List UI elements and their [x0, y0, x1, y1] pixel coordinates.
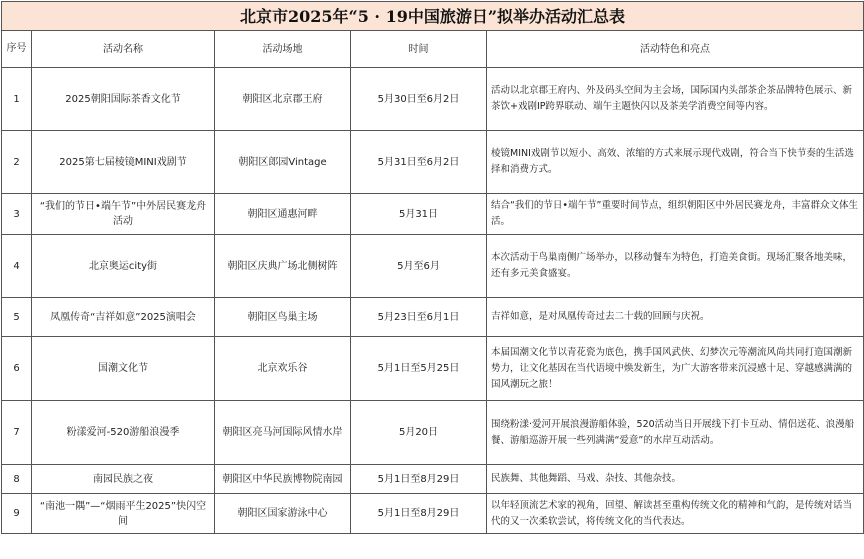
row-seq: 3: [2, 194, 32, 235]
row-activity-name: “南池一隅”—“烟雨平生2025”快闪空间: [32, 494, 215, 534]
row-seq: 5: [2, 298, 32, 337]
row-time: 5月1日至8月29日: [351, 465, 487, 494]
row-activity-name: “我们的节日•端午节”中外居民赛龙舟活动: [32, 194, 215, 235]
row-activity-name: 2025朝阳国际茶香文化节: [32, 68, 215, 131]
row-features: 本届国潮文化节以青花瓷为底色，携手国风武侠、幻梦次元等潮流风尚共同打造国潮新势力，让文化基因在当代语境中焕发新生，为广大游客带来沉浸感十足、穿越感满满的国风潮玩之旅！: [487, 337, 864, 401]
row-activity-name: 北京奥运city街: [32, 235, 215, 298]
row-activity-name: 凤凰传奇“吉祥如意”2025演唱会: [32, 298, 215, 337]
header-name: 活动名称: [32, 31, 215, 68]
row-time: 5月31日: [351, 194, 487, 235]
table-row: [2, 68, 864, 131]
row-seq: 2: [2, 131, 32, 194]
table-row: [2, 194, 864, 235]
table-row: [2, 337, 864, 401]
row-activity-name: 粉漾爱河-520游船浪漫季: [32, 401, 215, 465]
title-row: [2, 2, 864, 31]
row-features: 活动以北京郡王府内、外及码头空间为主会场，国际国内头部茶企茶品牌特色展示、新茶饮+戏剧IP跨界联动、端午主题快闪以及茶美学消费空间等内容。: [487, 68, 864, 131]
row-time: 5月30日至6月2日: [351, 68, 487, 131]
row-time: 5月23日至6月1日: [351, 298, 487, 337]
row-activity-name: 国潮文化节: [32, 337, 215, 401]
row-venue: 北京欢乐谷: [215, 337, 351, 401]
table-row: [2, 235, 864, 298]
row-activity-name: 南园民族之夜: [32, 465, 215, 494]
header-features: 活动特色和亮点: [487, 31, 864, 68]
row-venue: 朝阳区亮马河国际风情水岸: [215, 401, 351, 465]
row-venue: 朝阳区鸟巢主场: [215, 298, 351, 337]
table-row: [2, 465, 864, 494]
row-features: 以年轻顶流艺术家的视角，回望、解读甚至重构传统文化的精神和气韵，是传统对话当代的又一次柔软尝试，将传统文化的当代表达。: [487, 494, 864, 534]
row-venue: 朝阳区庆典广场北侧树阵: [215, 235, 351, 298]
row-time: 5月1日至8月29日: [351, 494, 487, 534]
header-seq: 序号: [2, 31, 32, 68]
row-seq: 4: [2, 235, 32, 298]
row-time: 5月至6月: [351, 235, 487, 298]
row-time: 5月1日至5月25日: [351, 337, 487, 401]
table-row: [2, 494, 864, 534]
header-time: 时间: [351, 31, 487, 68]
row-venue: 朝阳区郎园Vintage: [215, 131, 351, 194]
row-time: 5月20日: [351, 401, 487, 465]
row-features: 本次活动于鸟巢南侧广场举办，以移动餐车为特色，打造美食街。现场汇聚各地美味，还有多元美食盛宴。: [487, 235, 864, 298]
row-features: 吉祥如意，是对凤凰传奇过去二十载的回顾与庆祝。: [487, 298, 864, 337]
header-row: [2, 31, 864, 68]
row-seq: 9: [2, 494, 32, 534]
row-features: 民族舞、其他舞蹈、马戏、杂技、其他杂技。: [487, 465, 864, 494]
row-venue: 朝阳区通惠河畔: [215, 194, 351, 235]
table-title: 北京市2025年“5 · 19中国旅游日”拟举办活动汇总表: [2, 2, 864, 31]
row-features: 棱镜MINI戏剧节以短小、高效、浓缩的方式来展示现代戏剧，符合当下快节奏的生活选择和消费方式。: [487, 131, 864, 194]
table-row: [2, 131, 864, 194]
row-venue: 朝阳区北京郡王府: [215, 68, 351, 131]
table-row: [2, 298, 864, 337]
row-activity-name: 2025第七届棱镜MINI戏剧节: [32, 131, 215, 194]
table-row: [2, 401, 864, 465]
row-features: 围绕粉漾·爱河开展浪漫游船体验，520活动当日开展线下打卡互动、情侣送花、浪漫船餐、游船巡游开展一些列满满“爱意”的水岸互动活动。: [487, 401, 864, 465]
row-seq: 8: [2, 465, 32, 494]
row-seq: 7: [2, 401, 32, 465]
header-venue: 活动场地: [215, 31, 351, 68]
row-venue: 朝阳区国家游泳中心: [215, 494, 351, 534]
row-features: 结合“我们的节日•端午节”重要时间节点，组织朝阳区中外居民赛龙舟，丰富群众文体生活。: [487, 194, 864, 235]
row-venue: 朝阳区中华民族博物院南园: [215, 465, 351, 494]
row-time: 5月31日至6月2日: [351, 131, 487, 194]
row-seq: 6: [2, 337, 32, 401]
activity-summary-sheet: [1, 1, 863, 557]
row-seq: 1: [2, 68, 32, 131]
activity-table: [1, 1, 864, 534]
